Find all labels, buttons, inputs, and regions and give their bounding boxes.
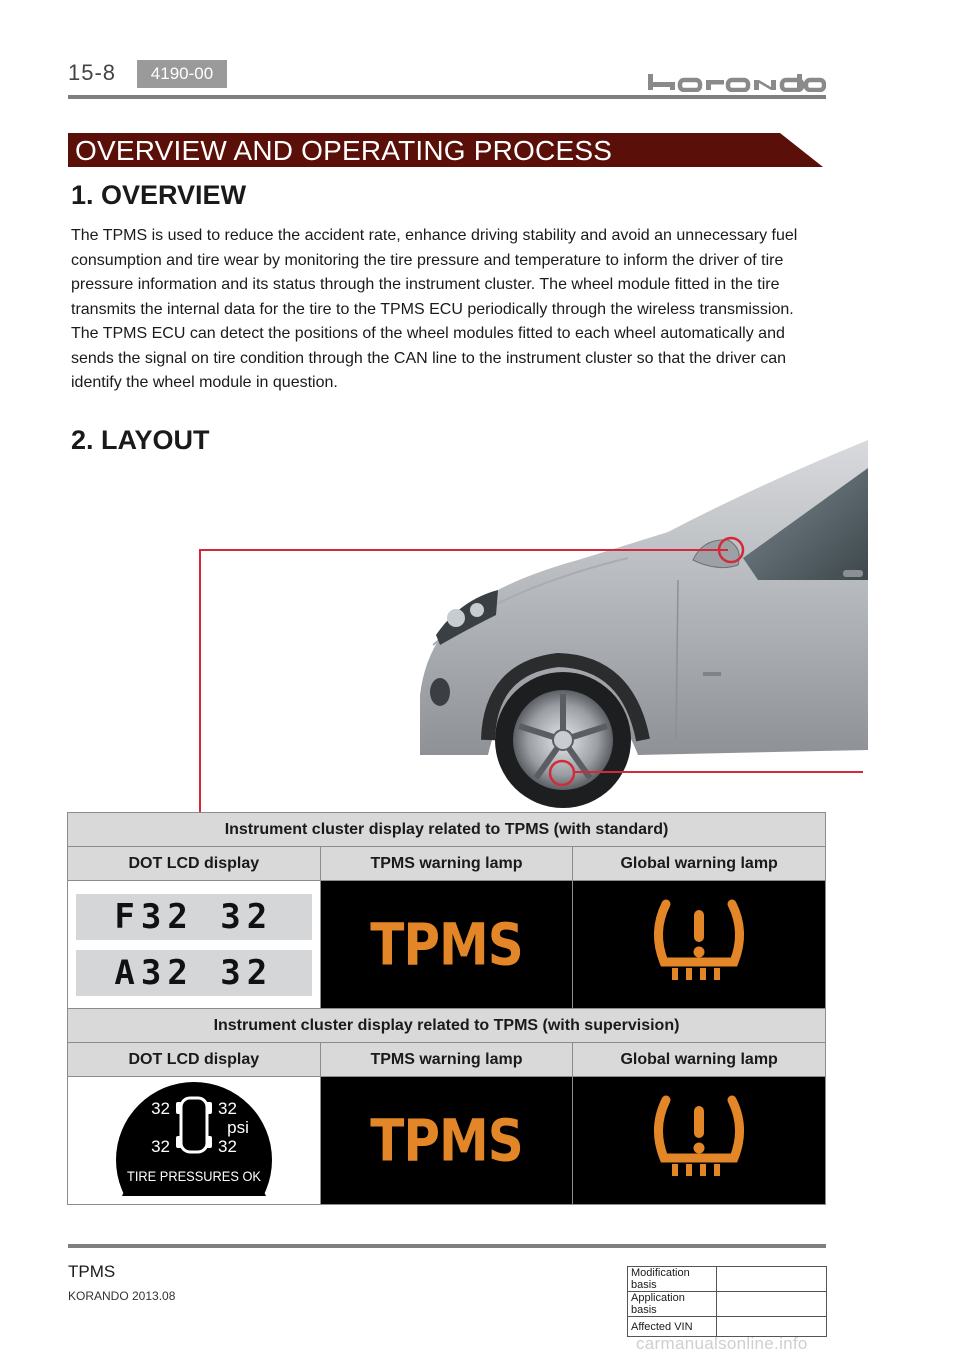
affected-vin-label: Affected VIN bbox=[628, 1317, 717, 1337]
column-header: Global warning lamp bbox=[573, 1043, 826, 1077]
watermark: carmanualsonline.info bbox=[636, 1334, 808, 1353]
application-basis-label: Application basis bbox=[628, 1292, 717, 1317]
tire-pressure-warning-icon bbox=[644, 892, 754, 992]
tire-pressure-gauge bbox=[114, 1080, 274, 1196]
header-divider bbox=[68, 95, 826, 99]
gauge-rear-right: 32 bbox=[217, 1137, 237, 1156]
column-header: TPMS warning lamp bbox=[320, 847, 573, 881]
gauge-front-right: 32 bbox=[217, 1099, 237, 1118]
section-code-badge: 4190-00 bbox=[137, 60, 227, 88]
dot-lcd-standard-cell bbox=[68, 881, 321, 1009]
korando-logo bbox=[648, 72, 826, 97]
gauge-front-left: 32 bbox=[150, 1099, 170, 1118]
dot-lcd-supervision-cell bbox=[68, 1077, 321, 1205]
vehicle-layout-image bbox=[198, 440, 868, 812]
lcd-rear-text: A32 32 bbox=[114, 952, 274, 993]
door-handle bbox=[843, 570, 863, 577]
tpms-warning-lamp-cell bbox=[320, 1077, 573, 1205]
footer-model: KORANDO 2013.08 bbox=[68, 1289, 176, 1303]
table-title-supervision: Instrument cluster display related to TPMS (with supervision) bbox=[68, 1009, 826, 1043]
gauge-unit: psi bbox=[226, 1118, 249, 1137]
footer-divider bbox=[68, 1244, 826, 1248]
lcd-front-row bbox=[76, 894, 312, 940]
modification-basis-label: Modification basis bbox=[628, 1267, 717, 1292]
gauge-rear-left: 32 bbox=[150, 1137, 170, 1156]
global-warning-lamp-cell bbox=[573, 881, 826, 1009]
footer-title: TPMS bbox=[68, 1262, 116, 1281]
modification-table bbox=[627, 1266, 827, 1337]
lcd-rear-row bbox=[76, 950, 312, 996]
column-header: DOT LCD display bbox=[68, 1043, 321, 1077]
table-title-standard: Instrument cluster display related to TPMS (with standard) bbox=[68, 813, 826, 847]
tire-pressure-warning-icon bbox=[644, 1088, 754, 1188]
modification-basis-value bbox=[717, 1267, 827, 1292]
overview-heading: 1. OVERVIEW bbox=[71, 180, 247, 210]
column-header: TPMS warning lamp bbox=[320, 1043, 573, 1077]
application-basis-value bbox=[717, 1292, 827, 1317]
column-header: Global warning lamp bbox=[573, 847, 826, 881]
tpms-display-table bbox=[67, 812, 826, 1205]
column-header: DOT LCD display bbox=[68, 847, 321, 881]
layout-heading: 2. LAYOUT bbox=[71, 425, 210, 455]
overview-paragraph: The TPMS is used to reduce the accident rate, enhance driving stability and avoid an unnecessary fuel consumption and tire wear by monitoring the tire pressure and temperature to inform the driver of tire pressure information and its status through the instrument cluster. The wheel module fitted in the tire transmits the internal data for the tire to the TPMS ECU periodically through the wireless transmission. The TPMS ECU can detect the positions of the wheel modules fitted to each wheel automatically and sends the signal on tire condition through the CAN line to the instrument cluster so that the driver can identify the wheel module in question. bbox=[71, 227, 798, 391]
tpms-warning-lamp-cell bbox=[320, 881, 573, 1009]
tpms-lamp-text: TPMS bbox=[370, 911, 523, 978]
gauge-status-text: TIRE PRESSURES OK bbox=[126, 1168, 262, 1184]
page-number: 15-8 bbox=[68, 60, 117, 85]
tpms-lamp-text: TPMS bbox=[370, 1107, 523, 1174]
section-banner bbox=[68, 133, 823, 167]
global-warning-lamp-cell bbox=[573, 1077, 826, 1205]
section-title: OVERVIEW AND OPERATING PROCESS bbox=[75, 135, 613, 166]
lcd-front-text: F32 32 bbox=[114, 896, 274, 937]
